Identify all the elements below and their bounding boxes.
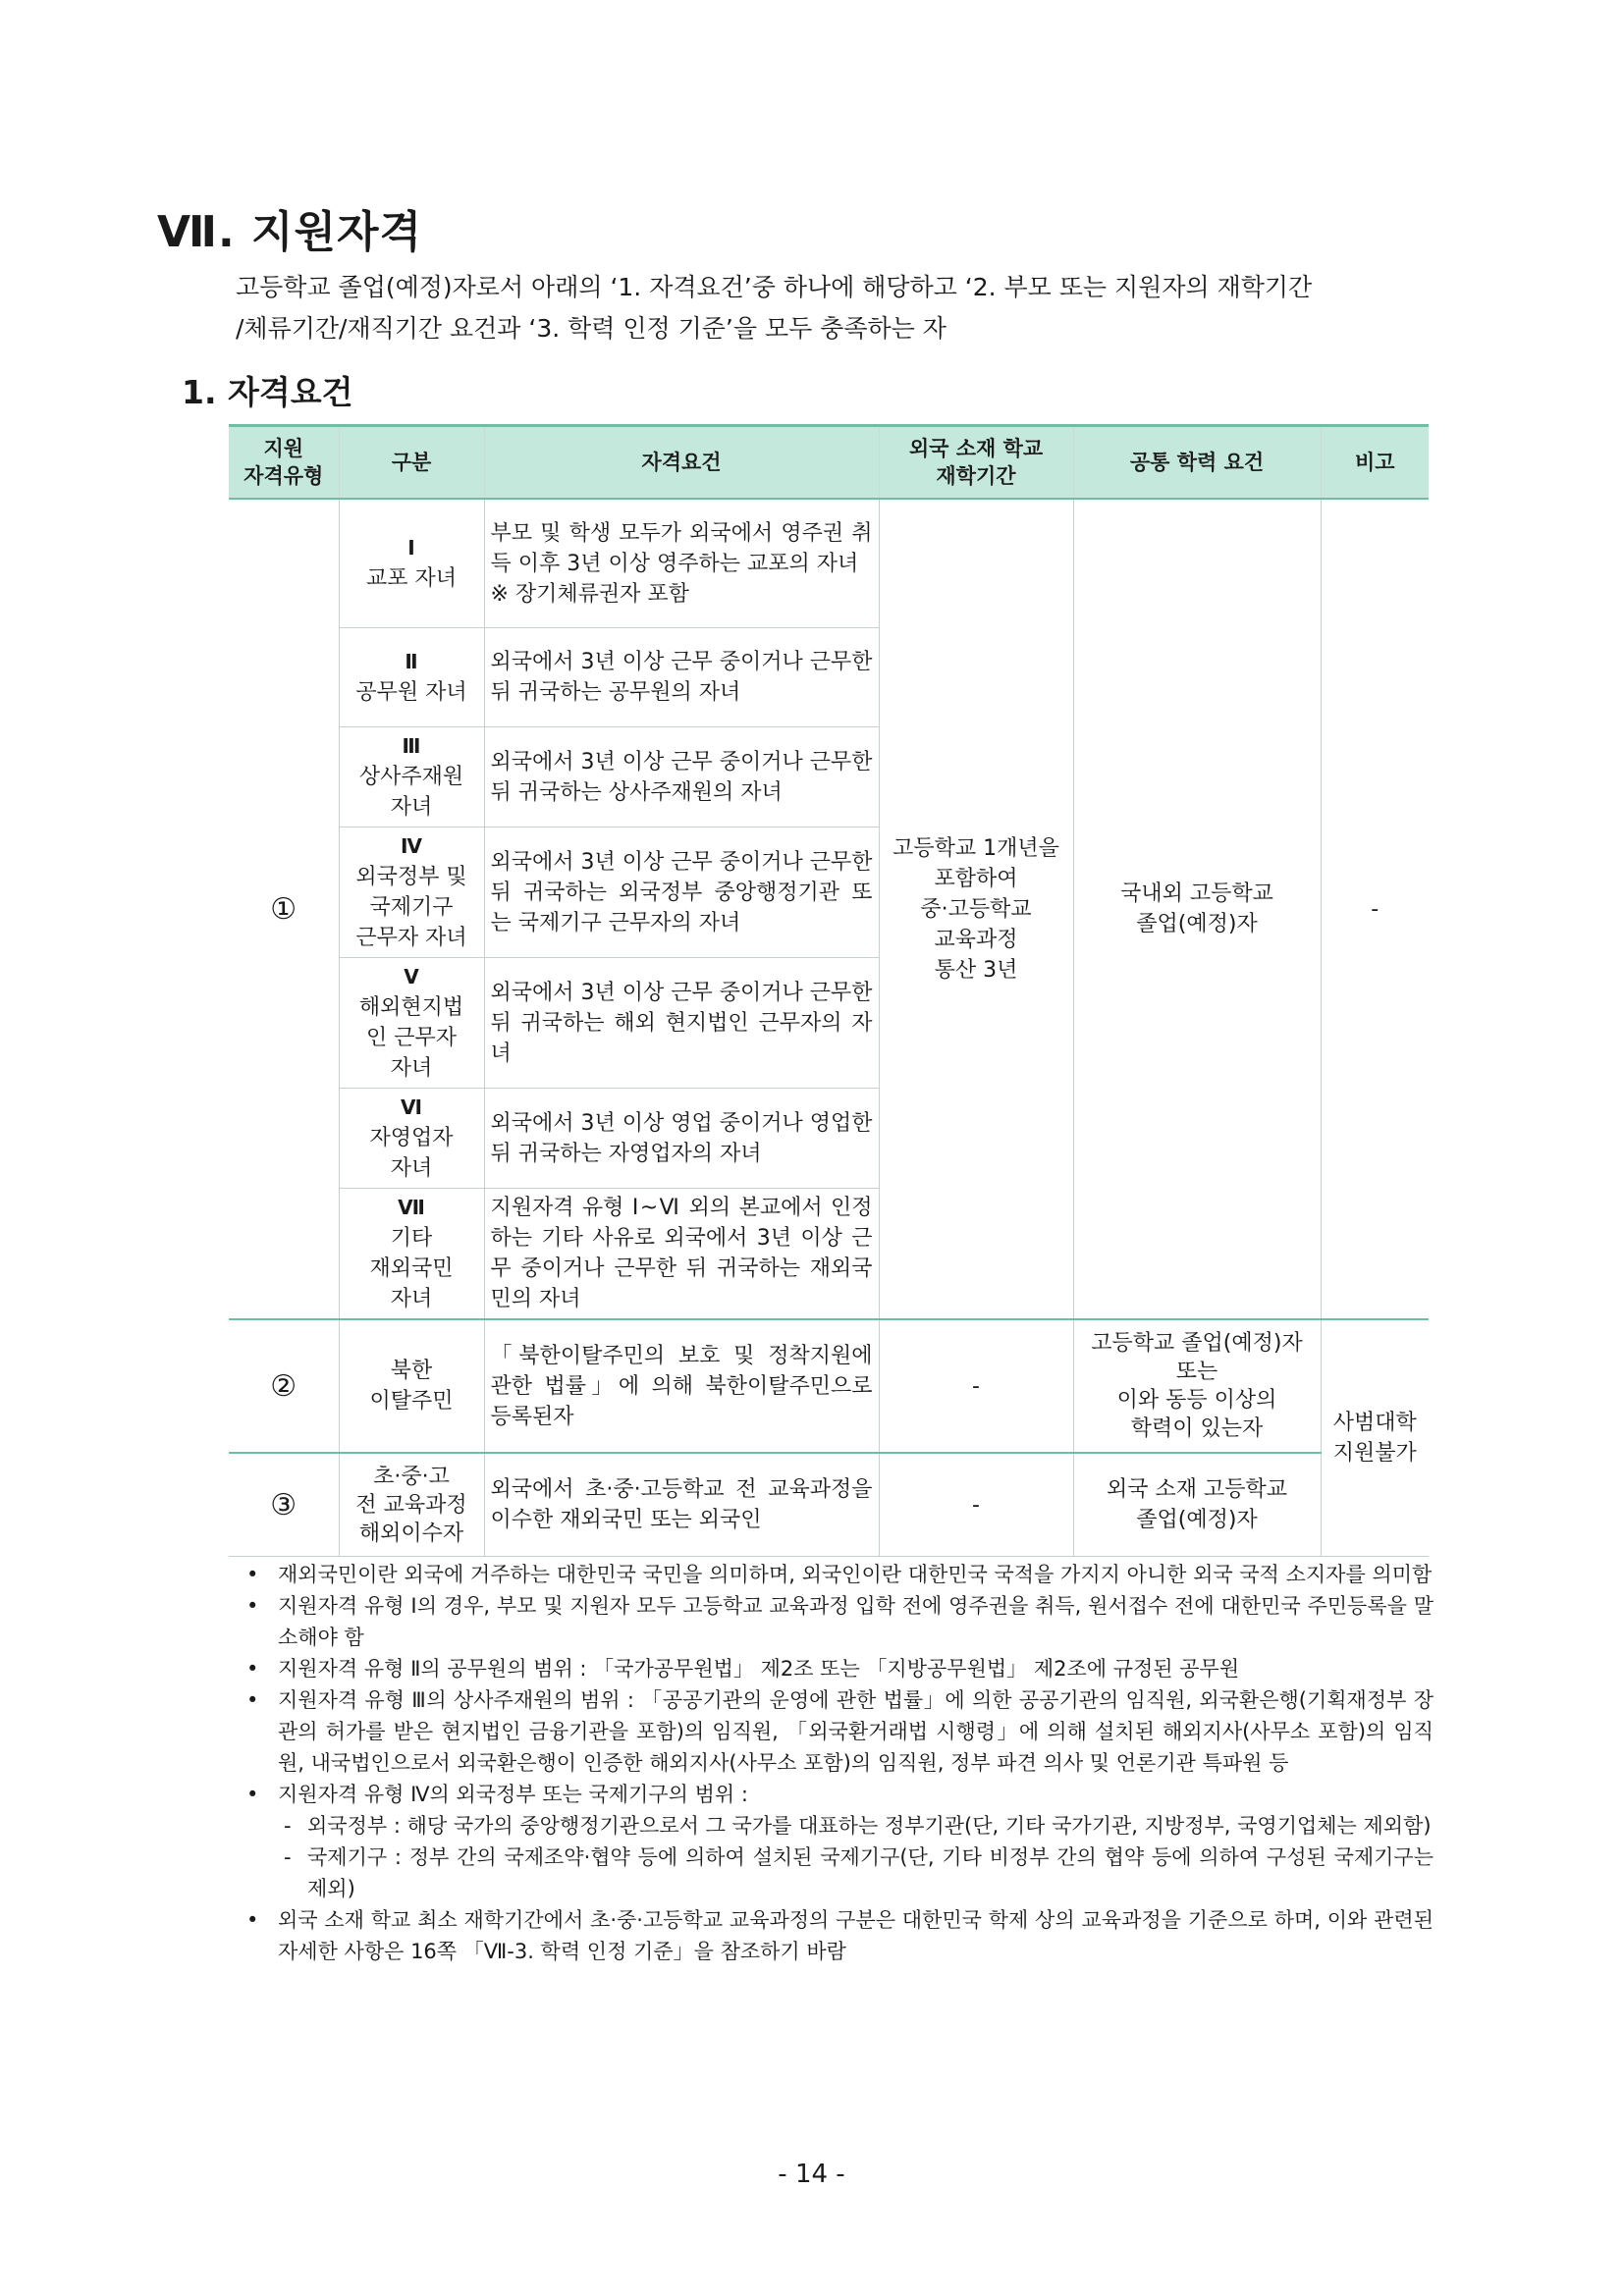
table-header-row <box>229 426 1429 500</box>
header-requirement: 자격요건 <box>484 426 879 500</box>
category-label: 해외현지법 인 근무자 자녀 <box>358 995 464 1081</box>
period-cell-1: 고등학교 1개년을 포함하여 중·고등학교 교육과정 통산 3년 <box>879 499 1073 1319</box>
header-category: 구분 <box>339 426 484 500</box>
header-period: 외국 소재 학교 재학기간 <box>879 426 1073 500</box>
category-cell: 초·중·고 전 교육과정 해외이수자 <box>339 1453 484 1557</box>
eligibility-table <box>229 424 1429 1557</box>
type-cell-2: ② <box>229 1319 339 1453</box>
category-cell <box>339 727 484 828</box>
category-label: 상사주재원 자녀 <box>358 765 464 820</box>
header-remarks: 비고 <box>1321 426 1429 500</box>
requirement-cell: 외국에서 3년 이상 근무 중이거나 근무한 뒤 귀국하는 해외 현지법인 근무자의 자녀 <box>484 958 879 1089</box>
category-label: 공무원 자녀 <box>355 680 467 705</box>
requirement-cell: 「북한이탈주민의 보호 및 정착지원에 관한 법률」에 의해 북한이탈주민으로 등록된자 <box>484 1319 879 1453</box>
table-row <box>229 1453 1429 1557</box>
requirement-cell: 외국에서 3년 이상 근무 중이거나 근무한 뒤 귀국하는 외국정부 중앙행정기관 또는 국제기구 근무자의 자녀 <box>484 828 879 958</box>
note-item: • 지원자격 유형 Ⅲ의 상사주재원의 범위 : 「공공기관의 운영에 관한 법률」에 의한 공공기관의 임직원, 외국환은행(기획재정부 장관의 허가를 받은 현지법인 금융기관을 포함)의 임직원, 「외국환거래법 시행령」에 의해 설치된 해외지사(사무소 포함)의 임직원, 내국법인으로서 외국환은행이 인증한 해외지사(사무소 포함)의 임직원, 정부 파견 의사 및 언론기관 특파원 등 <box>241 1684 1434 1779</box>
period-cell-3: - <box>879 1453 1073 1557</box>
requirement-cell: 부모 및 학생 모두가 외국에서 영주권 취득 이후 3년 이상 영주하는 교포의 자녀 ※ 장기체류권자 포함 <box>484 499 879 628</box>
note-item: • 지원자격 유형 Ⅱ의 공무원의 범위 : 「국가공무원법」 제2조 또는 「지방공무원법」 제2조에 규정된 공무원 <box>241 1653 1434 1684</box>
requirement-cell: 지원자격 유형 Ⅰ~Ⅵ 외의 본교에서 인정하는 기타 사유로 외국에서 3년 이상 근무 중이거나 근무한 뒤 귀국하는 재외국민의 자녀 <box>484 1189 879 1320</box>
page-title: Ⅶ. 지원자격 <box>157 207 423 257</box>
category-number: Ⅳ <box>401 834 422 858</box>
category-number: Ⅶ <box>398 1196 425 1219</box>
category-label: 기타 재외국민 자녀 <box>369 1226 454 1311</box>
note-item: • 지원자격 유형 Ⅰ의 경우, 부모 및 지원자 모두 고등학교 교육과정 입학 전에 영주권을 취득, 원서접수 전에 대한민국 주민등록을 말소해야 함 <box>241 1590 1434 1653</box>
period-cell-2: - <box>879 1319 1073 1453</box>
requirement-cell: 외국에서 3년 이상 근무 중이거나 근무한 뒤 귀국하는 상사주재원의 자녀 <box>484 727 879 828</box>
notes-list <box>241 1559 1434 1967</box>
category-cell <box>339 499 484 628</box>
category-number: Ⅰ <box>407 536 415 560</box>
category-label: 자영업자 자녀 <box>369 1126 454 1181</box>
note-item: • 재외국민이란 외국에 거주하는 대한민국 국민을 의미하며, 외국인이란 대한민국 국적을 가지지 아니한 외국 국적 소지자를 의미함 <box>241 1559 1434 1590</box>
category-number: Ⅲ <box>402 734 421 758</box>
category-number: Ⅵ <box>401 1095 422 1119</box>
requirement-cell: 외국에서 3년 이상 영업 중이거나 영업한 뒤 귀국하는 자영업자의 자녀 <box>484 1089 879 1189</box>
table-row <box>229 1319 1429 1453</box>
category-number: Ⅱ <box>405 650 418 673</box>
page-number: - 14 - <box>778 2160 845 2189</box>
category-label: 교포 자녀 <box>365 566 457 591</box>
subnote-item: - 외국정부 : 해당 국가의 중앙행정기관으로서 그 국가를 대표하는 정부기관(단, 기타 국가기관, 지방정부, 국영기업체는 제외함) <box>278 1810 1434 1842</box>
note-item <box>241 1779 1434 1904</box>
category-cell <box>339 1089 484 1189</box>
table-row <box>229 499 1429 628</box>
type-cell-3: ③ <box>229 1453 339 1557</box>
section-title: 1. 자격요건 <box>182 373 353 411</box>
category-cell <box>339 958 484 1089</box>
header-education: 공통 학력 요건 <box>1073 426 1321 500</box>
subnote-item: - 국제기구 : 정부 간의 국제조약·협약 등에 의하여 설치된 국제기구(단, 기타 비정부 간의 협약 등에 의하여 구성된 국제기구는 제외) <box>278 1842 1434 1904</box>
intro-line-2: /체류기간/재직기간 요건과 ‘3. 학력 인정 기준’을 모두 충족하는 자 <box>236 314 947 343</box>
category-cell: 북한 이탈주민 <box>339 1319 484 1453</box>
education-cell-2: 고등학교 졸업(예정)자 또는 이와 동등 이상의 학력이 있는자 <box>1073 1319 1321 1453</box>
header-type: 지원 자격유형 <box>229 426 339 500</box>
education-cell-3: 외국 소재 고등학교 졸업(예정)자 <box>1073 1453 1321 1557</box>
education-cell-1: 국내외 고등학교 졸업(예정)자 <box>1073 499 1321 1319</box>
requirement-cell: 외국에서 3년 이상 근무 중이거나 근무한 뒤 귀국하는 공무원의 자녀 <box>484 628 879 727</box>
requirement-cell: 외국에서 초·중·고등학교 전 교육과정을 이수한 재외국민 또는 외국인 <box>484 1453 879 1557</box>
subnote-list <box>278 1810 1434 1904</box>
category-cell <box>339 628 484 727</box>
intro-paragraph <box>236 267 1502 349</box>
category-cell <box>339 1189 484 1320</box>
note-text: 지원자격 유형 Ⅳ의 외국정부 또는 국제기구의 범위 : <box>278 1783 748 1806</box>
intro-line-1: 고등학교 졸업(예정)자로서 아래의 ‘1. 자격요건’중 하나에 해당하고 ‘2. 부모 또는 지원자의 재학기간 <box>236 273 1313 301</box>
remarks-cell-1: - <box>1321 499 1429 1319</box>
category-cell <box>339 828 484 958</box>
note-item: • 외국 소재 학교 최소 재학기간에서 초·중·고등학교 교육과정의 구분은 대한민국 학제 상의 교육과정을 기준으로 하며, 이와 관련된 자세한 사항은 16쪽 「Ⅶ-3. 학력 인정 기준」을 참조하기 바람 <box>241 1904 1434 1967</box>
category-label: 외국정부 및 국제기구 근무자 자녀 <box>355 865 467 950</box>
category-number: Ⅴ <box>404 965 419 988</box>
type-cell-1: ① <box>229 499 339 1319</box>
remarks-cell-23: 사범대학 지원불가 <box>1321 1319 1429 1557</box>
